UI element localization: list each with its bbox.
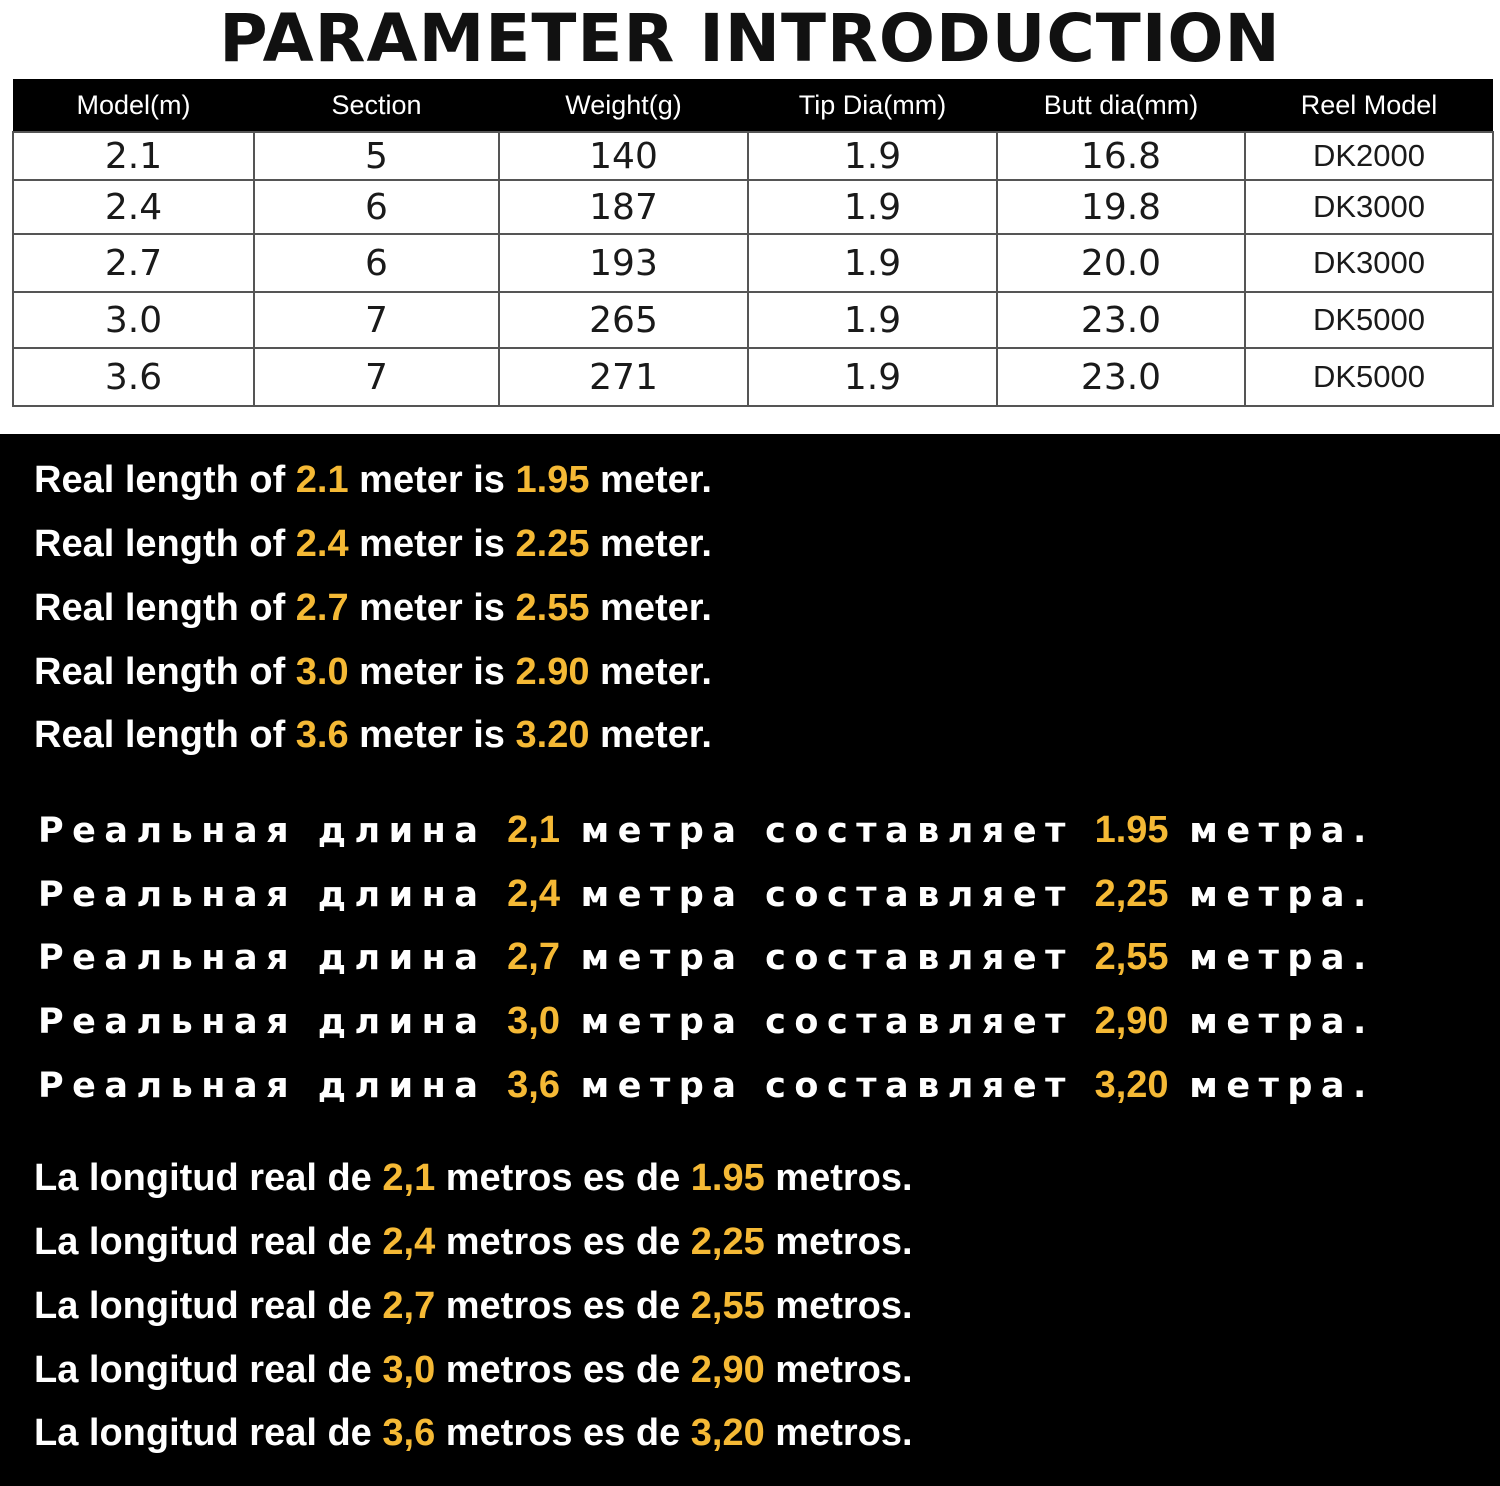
cell-reel-model: DK3000 (1245, 234, 1493, 292)
cell-butt-dia: 23.0 (997, 348, 1245, 406)
line-text: Real length of (34, 459, 296, 501)
real-length-line-ru (38, 807, 1375, 854)
real-length-line-en (34, 712, 712, 758)
cell-model: 2.4 (13, 180, 254, 234)
highlighted-value: 2,1 (382, 1157, 436, 1199)
highlighted-value: 3,20 (1094, 1064, 1169, 1106)
line-text: meter. (589, 459, 712, 501)
line-text: metros. (764, 1349, 913, 1391)
line-text: Real length of (34, 651, 296, 693)
column-header-butt-dia: Butt dia(mm) (997, 79, 1245, 132)
line-text: Реальная длина (38, 938, 508, 978)
highlighted-value: 2,25 (1094, 873, 1169, 915)
line-text: Реальная длина (38, 1066, 508, 1106)
line-text: La longitud real de (34, 1285, 383, 1327)
line-text: metros. (764, 1412, 913, 1454)
highlighted-value: 3.20 (515, 714, 590, 756)
line-text: meter is (348, 587, 516, 629)
line-text: метра. (1168, 1002, 1375, 1042)
cell-tip-dia: 1.9 (748, 292, 997, 348)
line-text: meter is (348, 651, 516, 693)
highlighted-value: 2.90 (515, 651, 590, 693)
line-text: meter is (348, 523, 516, 565)
column-header-weight: Weight(g) (499, 79, 748, 132)
line-text: metros. (764, 1221, 913, 1263)
cell-butt-dia: 23.0 (997, 292, 1245, 348)
highlighted-value: 2.25 (515, 523, 590, 565)
highlighted-value: 2,7 (382, 1285, 436, 1327)
line-text: метра составляет (559, 938, 1095, 978)
line-text: Реальная длина (38, 1002, 508, 1042)
line-text: Real length of (34, 523, 296, 565)
line-text: La longitud real de (34, 1157, 383, 1199)
cell-section: 7 (254, 348, 499, 406)
real-length-line-es (34, 1347, 913, 1393)
cell-reel-model: DK5000 (1245, 348, 1493, 406)
line-text: метра. (1168, 811, 1375, 851)
table-row (13, 180, 1493, 234)
real-length-line-en (34, 521, 712, 567)
cell-weight: 187 (499, 180, 748, 234)
cell-tip-dia: 1.9 (748, 348, 997, 406)
highlighted-value: 2,7 (507, 936, 560, 978)
highlighted-value: 3,0 (507, 1000, 560, 1042)
cell-weight: 140 (499, 132, 748, 180)
line-text: метра. (1168, 875, 1375, 915)
highlighted-value: 1.95 (690, 1157, 765, 1199)
line-text: метра составляет (559, 875, 1095, 915)
real-length-line-ru (38, 998, 1375, 1045)
cell-weight: 271 (499, 348, 748, 406)
real-length-panel (0, 434, 1500, 1486)
cell-section: 6 (254, 180, 499, 234)
line-text: La longitud real de (34, 1412, 383, 1454)
cell-model: 2.1 (13, 132, 254, 180)
line-text: metros. (764, 1157, 913, 1199)
line-text: meter is (348, 459, 516, 501)
parameter-table (12, 79, 1494, 407)
cell-section: 7 (254, 292, 499, 348)
cell-weight: 265 (499, 292, 748, 348)
line-text: Реальная длина (38, 875, 508, 915)
page-title: PARAMETER INTRODUCTION (219, 0, 1281, 77)
highlighted-value: 2,90 (690, 1349, 765, 1391)
cell-reel-model: DK5000 (1245, 292, 1493, 348)
real-length-line-ru (38, 871, 1375, 918)
table-header-row (13, 79, 1493, 132)
cell-model: 3.0 (13, 292, 254, 348)
highlighted-value: 2,4 (382, 1221, 436, 1263)
cell-butt-dia: 16.8 (997, 132, 1245, 180)
table-row (13, 132, 1493, 180)
line-text: meter. (589, 587, 712, 629)
highlighted-value: 3,0 (382, 1349, 436, 1391)
cell-reel-model: DK2000 (1245, 132, 1493, 180)
highlighted-value: 2,55 (690, 1285, 765, 1327)
line-text: metros es de (435, 1412, 691, 1454)
table-row (13, 234, 1493, 292)
line-text: metros. (764, 1285, 913, 1327)
line-text: метра. (1168, 938, 1375, 978)
table-row (13, 348, 1493, 406)
highlighted-value: 2,1 (507, 809, 560, 851)
line-text: meter is (348, 714, 516, 756)
line-text: La longitud real de (34, 1221, 383, 1263)
real-length-line-ru (38, 1062, 1375, 1109)
real-length-line-ru (38, 934, 1375, 981)
cell-butt-dia: 20.0 (997, 234, 1245, 292)
highlighted-value: 2,90 (1094, 1000, 1169, 1042)
highlighted-value: 1.95 (1094, 809, 1169, 851)
real-length-line-es (34, 1410, 913, 1456)
cell-butt-dia: 19.8 (997, 180, 1245, 234)
highlighted-value: 3,20 (690, 1412, 765, 1454)
cell-tip-dia: 1.9 (748, 234, 997, 292)
highlighted-value: 2.4 (295, 523, 349, 565)
real-length-line-es (34, 1155, 913, 1201)
highlighted-value: 2,55 (1094, 936, 1169, 978)
line-text: La longitud real de (34, 1349, 383, 1391)
line-text: Реальная длина (38, 811, 508, 851)
real-length-line-en (34, 457, 712, 503)
cell-model: 3.6 (13, 348, 254, 406)
cell-section: 6 (254, 234, 499, 292)
cell-model: 2.7 (13, 234, 254, 292)
line-text: Real length of (34, 587, 296, 629)
line-text: meter. (589, 651, 712, 693)
column-header-tip-dia: Tip Dia(mm) (748, 79, 997, 132)
highlighted-value: 2,25 (690, 1221, 765, 1263)
line-text: Real length of (34, 714, 296, 756)
highlighted-value: 3.6 (295, 714, 349, 756)
line-text: metros es de (435, 1221, 691, 1263)
real-length-line-es (34, 1219, 913, 1265)
highlighted-value: 2.7 (295, 587, 349, 629)
line-text: metros es de (435, 1285, 691, 1327)
cell-section: 5 (254, 132, 499, 180)
line-text: metros es de (435, 1157, 691, 1199)
real-length-line-en (34, 585, 712, 631)
table-row (13, 292, 1493, 348)
line-text: metros es de (435, 1349, 691, 1391)
cell-tip-dia: 1.9 (748, 132, 997, 180)
highlighted-value: 2.1 (295, 459, 349, 501)
highlighted-value: 2.55 (515, 587, 590, 629)
line-text: метра составляет (559, 1066, 1095, 1106)
column-header-section: Section (254, 79, 499, 132)
real-length-line-es (34, 1283, 913, 1329)
highlighted-value: 3,6 (382, 1412, 436, 1454)
column-header-model: Model(m) (13, 79, 254, 132)
line-text: метра составляет (559, 811, 1095, 851)
cell-tip-dia: 1.9 (748, 180, 997, 234)
line-text: meter. (589, 523, 712, 565)
cell-weight: 193 (499, 234, 748, 292)
highlighted-value: 1.95 (515, 459, 590, 501)
highlighted-value: 3,6 (507, 1064, 560, 1106)
line-text: метра составляет (559, 1002, 1095, 1042)
highlighted-value: 3.0 (295, 651, 349, 693)
line-text: метра. (1168, 1066, 1375, 1106)
real-length-line-en (34, 649, 712, 695)
cell-reel-model: DK3000 (1245, 180, 1493, 234)
highlighted-value: 2,4 (507, 873, 560, 915)
column-header-reel-model: Reel Model (1245, 79, 1493, 132)
line-text: meter. (589, 714, 712, 756)
